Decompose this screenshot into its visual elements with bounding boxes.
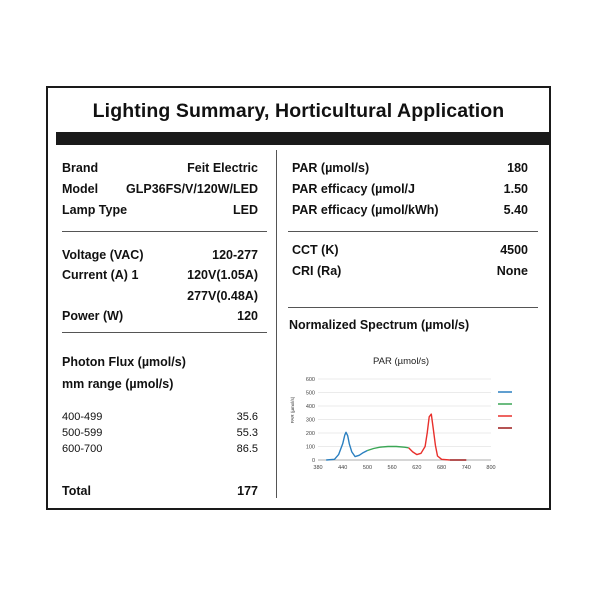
- chart-x-tick-label: 500: [362, 465, 373, 471]
- range-400-499-value: 35.6: [236, 411, 258, 423]
- chart-y-tick-label: 300: [305, 417, 315, 424]
- column-divider: [276, 150, 277, 498]
- range-500-599-label: 500-599: [62, 427, 103, 439]
- voltage-value: 120-277: [212, 248, 258, 262]
- brand-value: Feit Electric: [187, 161, 258, 175]
- range-400-499-label: 400-499: [62, 411, 103, 423]
- cct-label: CCT (K): [292, 243, 339, 257]
- par-efficacy-j-value: 1.50: [503, 182, 528, 196]
- page-title: Lighting Summary, Horticultural Application: [92, 100, 505, 122]
- chart-title: PAR (µmol/s): [373, 356, 429, 367]
- chart-y-tick-label: 400: [305, 403, 315, 410]
- chart-y-tick-label: 0: [311, 457, 315, 464]
- right-separator-1: [288, 231, 538, 232]
- summary-frame: [46, 86, 551, 510]
- chart-series-blue: [326, 432, 367, 460]
- lamp-type-label: Lamp Type: [62, 203, 128, 217]
- cri-label: CRI (Ra): [292, 264, 342, 278]
- chart-x-tick-label: 440: [338, 465, 348, 471]
- model-value: GLP36FS/V/120W/LED: [126, 182, 258, 196]
- cri-value: None: [496, 264, 528, 278]
- current-value-120v: 120V(1.05A): [187, 268, 258, 282]
- par-efficacy-j-label: PAR efficacy (µmol/J: [292, 182, 415, 196]
- chart-y-tick-label: 200: [305, 430, 315, 437]
- spectrum-chart: [286, 350, 518, 480]
- model-label: Model: [62, 182, 99, 196]
- chart-x-tick-label: 800: [486, 465, 496, 471]
- left-separator-1: [62, 231, 267, 232]
- total-value: 177: [237, 484, 258, 498]
- par-efficacy-kwh-label: PAR efficacy (µmol/kWh): [292, 203, 439, 217]
- voltage-label: Voltage (VAC): [62, 248, 144, 262]
- left-separator-2: [62, 332, 267, 333]
- current-label: Current (A) 1: [62, 268, 139, 282]
- chart-y-axis-label: PAR (µmol/s): [290, 396, 295, 424]
- par-efficacy-kwh-value: 5.40: [503, 203, 528, 217]
- par-value: 180: [507, 161, 528, 175]
- power-value: 120: [237, 309, 258, 323]
- lamp-type-value: LED: [233, 203, 258, 217]
- range-heading-label: mm range (µmol/s): [62, 377, 174, 391]
- chart-y-tick-label: 500: [305, 390, 315, 397]
- title-underline-bar: [56, 132, 549, 145]
- range-600-700-label: 600-700: [62, 443, 103, 455]
- range-500-599-value: 55.3: [236, 427, 258, 439]
- chart-x-tick-label: 620: [412, 465, 422, 471]
- chart-series-red: [409, 414, 450, 460]
- cct-value: 4500: [500, 243, 528, 257]
- chart-x-tick-label: 380: [313, 465, 323, 471]
- photon-flux-label: Photon Flux (µmol/s): [62, 355, 186, 369]
- right-separator-2: [288, 307, 538, 308]
- chart-y-tick-label: 600: [305, 376, 315, 383]
- chart-x-tick-label: 680: [436, 465, 447, 471]
- chart-y-tick-label: 100: [305, 444, 315, 451]
- total-label: Total: [62, 484, 91, 498]
- spectrum-heading: Normalized Spectrum (µmol/s): [289, 318, 470, 332]
- power-label: Power (W): [62, 309, 124, 323]
- brand-label: Brand: [62, 161, 99, 175]
- chart-series-green: [367, 447, 408, 451]
- range-600-700-value: 86.5: [236, 443, 258, 455]
- current-value-277v: 277V(0.48A): [187, 289, 258, 303]
- chart-x-tick-label: 560: [387, 465, 397, 471]
- par-label: PAR (µmol/s): [292, 161, 370, 175]
- chart-x-tick-label: 740: [461, 465, 471, 471]
